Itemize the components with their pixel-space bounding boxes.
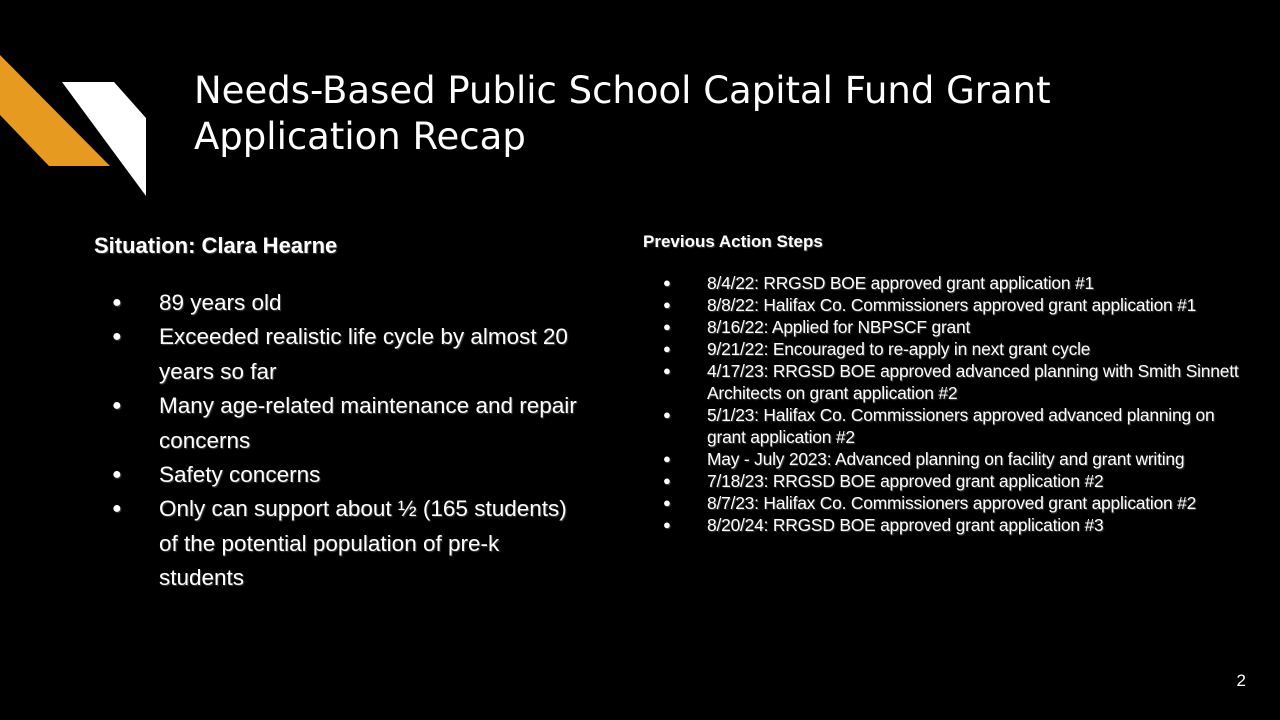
list-item: ● 9/21/22: Encouraged to re-apply in next grant cycle (643, 338, 1253, 360)
list-item: ● 5/1/23: Halifax Co. Commissioners approved advanced planning on grant application #2 (643, 404, 1253, 448)
list-item: ● 8/16/22: Applied for NBPSCF grant (643, 316, 1253, 338)
list-item: ● 7/18/23: RRGSD BOE approved grant application #2 (643, 470, 1253, 492)
list-item: ● 8/4/22: RRGSD BOE approved grant application #1 (643, 272, 1253, 294)
list-item: ● May - July 2023: Advanced planning on facility and grant writing (643, 448, 1253, 470)
situation-panel (94, 230, 584, 596)
corner-decoration (0, 0, 160, 200)
list-item: ● 89 years old (94, 286, 584, 320)
action-steps-heading: Previous Action Steps (643, 232, 823, 251)
action-steps-list (643, 272, 1253, 536)
list-item: ● 4/17/23: RRGSD BOE approved advanced planning with Smith Sinnett Architects on grant application #2 (643, 360, 1253, 404)
list-item: ● Safety concerns (94, 458, 584, 492)
action-steps-panel (643, 230, 1253, 536)
slide-title: Needs-Based Public School Capital Fund Grant Application Recap (194, 69, 1051, 158)
list-item: ● 8/7/23: Halifax Co. Commissioners approved grant application #2 (643, 492, 1253, 514)
list-item: ● Exceeded realistic life cycle by almost 20 years so far (94, 320, 584, 389)
situation-heading: Situation: Clara Hearne (94, 233, 338, 258)
list-item: ● Only can support about ½ (165 students) of the potential population of pre-k students (94, 492, 584, 595)
page-number: 2 (1236, 671, 1246, 690)
list-item: ● 8/20/24: RRGSD BOE approved grant application #3 (643, 514, 1253, 536)
list-item: ● 8/8/22: Halifax Co. Commissioners approved grant application #1 (643, 294, 1253, 316)
situation-list (94, 286, 584, 596)
list-item: ● Many age-related maintenance and repair concerns (94, 389, 584, 458)
